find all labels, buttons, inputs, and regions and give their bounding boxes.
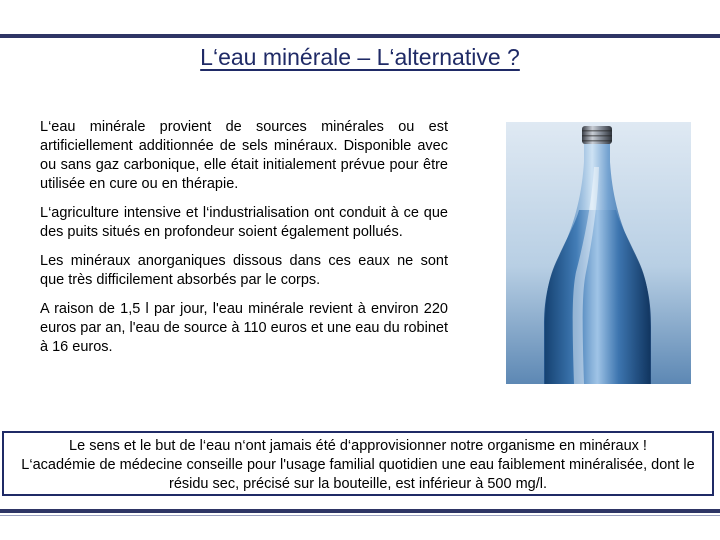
body-text xyxy=(40,118,448,367)
paragraph-cost: A raison de 1,5 l par jour, l'eau minérale revient à environ 220 euros par an, l'eau de source à 110 euros et une eau du robinet à 16 euros. xyxy=(40,301,448,355)
water-bottle-image xyxy=(506,122,691,384)
callout-box xyxy=(2,431,714,496)
callout-line-2: L‘académie de médecine conseille pour l'usage familial quotidien une eau faiblement minéralisée, dont le résidu sec, précisé sur la bouteille, est inférieur à 500 mg/l. xyxy=(21,457,695,492)
paragraph-origin: L‘eau minérale provient de sources minérales ou est artificiellement additionnée de sels minéraux. Disponible avec ou sans gaz carbonique, elle était initialement prévue pour être utilisée en cure ou en thérapie. xyxy=(40,119,448,192)
slide-title: L‘eau minérale – L‘alternative ? xyxy=(200,44,520,70)
bottom-rule-thin xyxy=(0,515,720,516)
paragraph-pollution: L‘agriculture intensive et l‘industrialisation ont conduit à ce que des puits situés en profondeur soient également pollués. xyxy=(40,205,448,240)
bottom-rule xyxy=(0,509,720,513)
callout-line-1: Le sens et le but de l‘eau n‘ont jamais été d‘approvisionner notre organisme en minéraux ! xyxy=(69,438,647,454)
paragraph-absorption: Les minéraux anorganiques dissous dans ces eaux ne sont que très difficilement absorbés par le corps. xyxy=(40,253,448,288)
top-rule xyxy=(0,34,720,38)
